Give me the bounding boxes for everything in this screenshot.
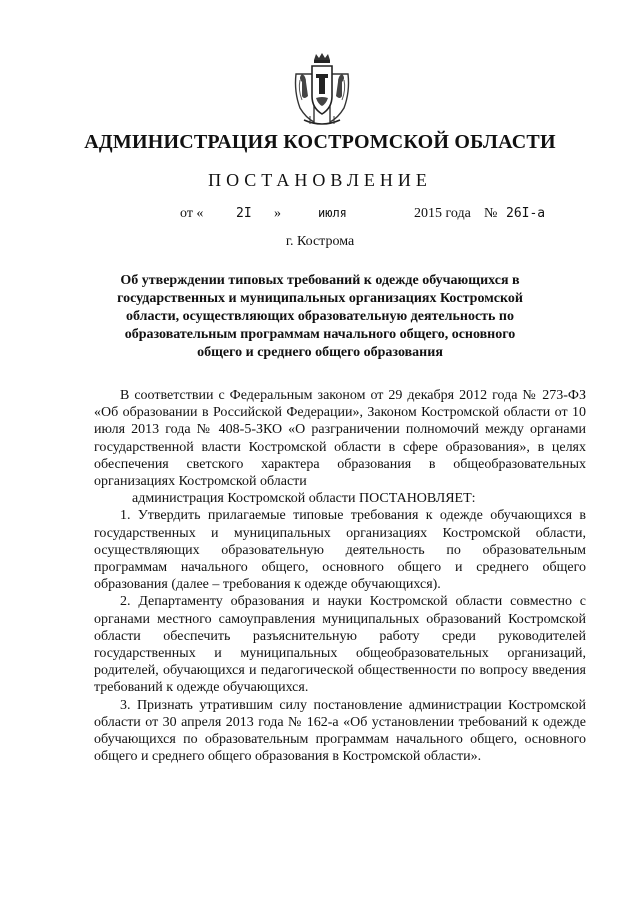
city: г. Кострома xyxy=(285,234,355,249)
coat-of-arms-icon xyxy=(290,52,354,128)
document-type: ПОСТАНОВЛЕНИЕ xyxy=(208,170,432,190)
date-prefix: от « xyxy=(180,206,204,221)
number-label: № xyxy=(484,206,498,221)
date-year: 2015 года xyxy=(414,206,471,221)
item-3-paragraph: 3. Признать утратившим силу постановление администрации Костромской области от 30 апреля 2013 года № 162-а «Об установлении требований к одежде обучающихся по образовательным программам начального общего, основного общего и среднего общего образования в Костромской области». xyxy=(94,697,586,765)
document-body xyxy=(94,387,586,765)
document-heading: Об утверждении типовых требований к одежде обучающихся в государственных и муниципальных организациях Костромской области, осуществляющих образовательную деятельность по образовательным программам начального общего, основного общего и среднего общего образования xyxy=(117,273,523,360)
date-month: июля xyxy=(318,206,347,220)
date-day: 2I xyxy=(236,206,252,221)
decree-paragraph: администрация Костромской области ПОСТАНОВЛЯЕТ: xyxy=(132,491,476,507)
agency-title: АДМИНИСТРАЦИЯ КОСТРОМСКОЙ ОБЛАСТИ xyxy=(84,131,556,153)
document-number: 26I-a xyxy=(506,206,546,221)
item-1-paragraph: 1. Утвердить прилагаемые типовые требования к одежде обучающихся в государственных и муниципальных организациях Костромской области, осуществляющих образовательную деятельность по образовательным программам начального общего, основного общего и среднего общего образования (далее – требования к одежде обучающихся). xyxy=(94,508,586,593)
preamble-paragraph: В соответствии с Федеральным законом от 29 декабря 2012 года № 273-ФЗ «Об образовании в Российской Федерации», Законом Костромской области от 10 июля 2013 года № 408-5-ЗКО «О разграничении полномочий между органами государственной власти Костромской области в сфере образования», в целях обеспечения светского характера образования в общеобразовательных организациях Костромской области xyxy=(94,388,586,490)
item-2-paragraph: 2. Департаменту образования и науки Костромской области совместно с органами местного самоуправления муниципальных образований Костромской области обеспечить разъяснительную работу среди руководителей государственных и муниципальных общеобразовательных организаций, родителей, обучающихся и педагогической общественности по вопросу введения требований к одежде обучающихся. xyxy=(94,594,586,696)
date-close-quote: » xyxy=(274,206,281,221)
